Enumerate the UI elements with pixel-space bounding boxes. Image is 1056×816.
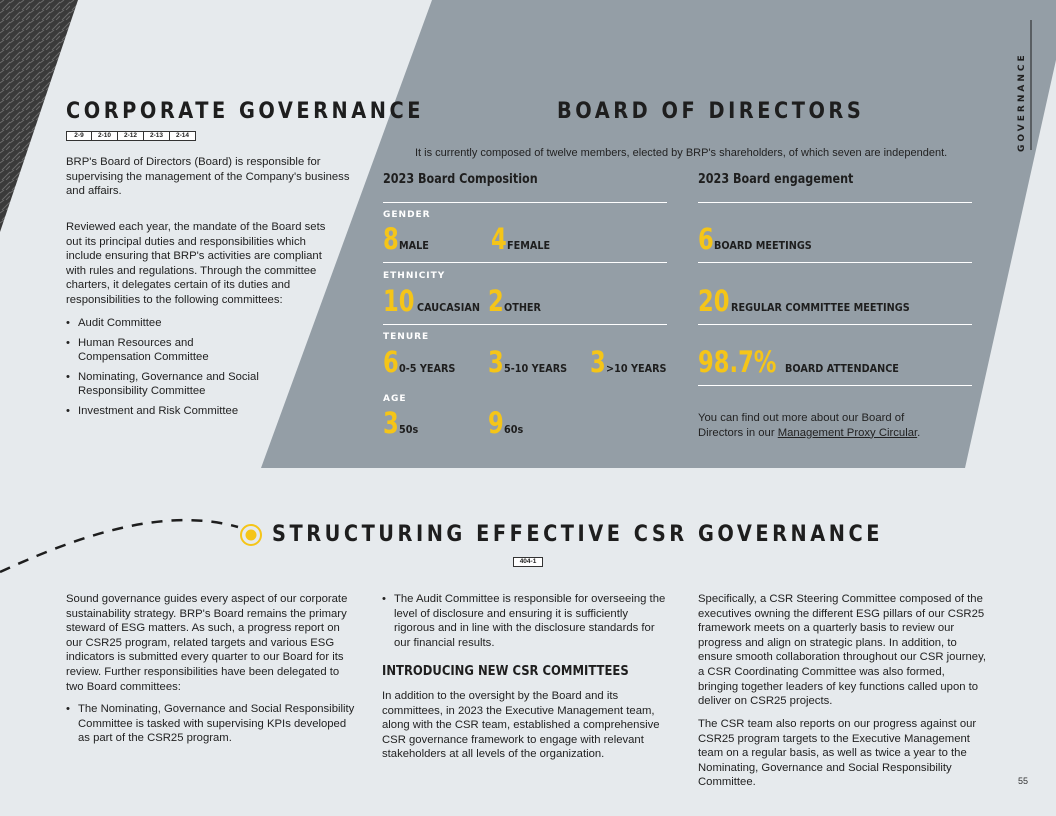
csr-col3-paragraph-1: Specifically, a CSR Steering Committee composed of the executives owning the different ESG pillars of our CSR25 framework meets on a quarterly basis to review our progress and align on strategic plans. In addition, to ensure smooth collaboration throughout our CSR journey, a CSR Coordinating Committee was also formed, bringing together leaders of key functions called upon to deliver on CSR25 projects. <box>698 593 987 708</box>
list-item: • The Audit Committee is responsible for overseeing the level of disclosure and ensuring it is sufficiently rigorous and in line with the disclosure standards for our financial results. <box>382 592 667 650</box>
target-icon-inner <box>246 530 257 541</box>
stat-caucasian <box>383 284 489 318</box>
divider <box>698 262 972 263</box>
list-item: • The Nominating, Governance and Social Responsibility Committee is tasked with supervising KPIs developed as part of the CSR25 program. <box>66 702 361 746</box>
composition-title: 2023 Board Composition <box>383 172 538 187</box>
ethnicity-label: ETHNICITY <box>383 271 446 281</box>
stat-label: 60s <box>504 423 524 436</box>
stat-label: OTHER <box>504 301 542 314</box>
engagement-title: 2023 Board engagement <box>698 172 854 187</box>
stat-label: FEMALE <box>507 239 551 252</box>
gri-tags <box>66 131 196 141</box>
stat-number: 9 <box>488 406 504 440</box>
stat-male <box>383 222 433 256</box>
divider <box>383 202 667 203</box>
gri-tag: 2-9 <box>66 131 92 141</box>
board-title: BOARD OF DIRECTORS <box>557 99 865 124</box>
side-tab <box>1017 52 1027 152</box>
stat-age-60s <box>488 406 526 440</box>
csr-col1-bullets <box>66 702 361 751</box>
csr-committees-heading: INTRODUCING NEW CSR COMMITTEES <box>382 663 629 679</box>
more-info-prefix: You can find out more about our Board of Directors in our <box>698 412 905 439</box>
stat-label: MALE <box>399 239 430 252</box>
stat-female <box>491 222 556 256</box>
cg-paragraph-1: BRP's Board of Directors (Board) is responsible for supervising the management of the Company's business and affairs. <box>66 156 350 198</box>
stat-label: BOARD MEETINGS <box>714 239 812 252</box>
stat-number: 98.7% <box>698 345 777 379</box>
stat-label: REGULAR COMMITTEE MEETINGS <box>731 301 911 314</box>
csr-title: STRUCTURING EFFECTIVE CSR GOVERNANCE <box>272 522 883 547</box>
gri-tag: 2-10 <box>92 131 118 141</box>
divider <box>383 262 667 263</box>
stat-number: 8 <box>383 222 399 256</box>
stat-number: 4 <box>491 222 507 256</box>
stat-number: 10 <box>383 284 415 318</box>
stat-tenure-0-5 <box>383 345 463 379</box>
stat-label: BOARD ATTENDANCE <box>784 362 899 375</box>
dashed-path <box>0 520 238 572</box>
list-item: • Human Resources and Compensation Committee <box>66 336 216 365</box>
proxy-circular-link[interactable]: Management Proxy Circular <box>777 426 918 439</box>
stat-number: 20 <box>698 284 730 318</box>
stat-number: 3 <box>383 406 399 440</box>
board-intro: It is currently composed of twelve members, elected by BRP's shareholders, of which seven are independent. <box>415 147 948 159</box>
stat-number: 6 <box>383 345 399 379</box>
committee-list <box>66 316 291 424</box>
tenure-label: TENURE <box>383 332 430 342</box>
board-panel <box>261 0 1056 468</box>
cg-paragraph-2: Reviewed each year, the mandate of the Board sets out its principal duties and responsibilities which include ensuring that BRP's activities are compliant with rules and regulations. Through the committee charters, it delegates certain of its duties and responsibilities to the following committees: <box>66 221 326 306</box>
stat-number: 2 <box>488 284 504 318</box>
divider <box>698 385 972 386</box>
stat-board-meetings <box>698 222 825 256</box>
stat-number: 6 <box>698 222 714 256</box>
stat-label: 5-10 YEARS <box>504 362 568 375</box>
more-info-text <box>698 411 948 440</box>
divider <box>698 324 972 325</box>
list-item: • Nominating, Governance and Social Responsibility Committee <box>66 370 291 399</box>
stat-number: 3 <box>488 345 504 379</box>
gri-tag: 2-13 <box>144 131 170 141</box>
list-item: • Audit Committee <box>66 316 291 331</box>
stat-label: >10 YEARS <box>606 362 667 375</box>
gri-tag: 404-1 <box>513 557 543 567</box>
stat-age-50s <box>383 406 421 440</box>
csr-col2-bullets <box>382 592 667 655</box>
gri-tag: 2-14 <box>170 131 196 141</box>
divider <box>383 324 667 325</box>
stat-label: 0-5 YEARS <box>399 362 456 375</box>
csr-col3-paragraph-2: The CSR team also reports on our progress against our CSR25 program targets to the Executive Management team on a regular basis, as well as twice a year to the Nominating, Governance and Social Responsibility Committee. <box>698 718 977 789</box>
gender-label: GENDER <box>383 210 431 220</box>
divider <box>698 202 972 203</box>
gri-tags <box>513 557 543 567</box>
gri-tag: 2-12 <box>118 131 144 141</box>
stat-tenure-10-plus <box>590 345 675 379</box>
stat-number: 3 <box>590 345 606 379</box>
stat-attendance <box>698 345 914 379</box>
age-label: AGE <box>383 394 407 404</box>
page-number: 55 <box>1018 776 1029 786</box>
stat-committee-meetings <box>698 284 934 318</box>
side-tab-label: GOVERNANCE <box>1017 52 1027 152</box>
list-item: • Investment and Risk Committee <box>66 404 291 419</box>
csr-col1-paragraph: Sound governance guides every aspect of our corporate sustainability strategy. BRP's Board remains the primary steward of ESG matters. As such, a progress report on our CSR25 program, related targets and various ESG indicators is submitted every quarter to our Board for its review. Further responsibilities have been delegated to two Board committees: <box>66 593 348 693</box>
stat-tenure-5-10 <box>488 345 576 379</box>
stat-label: CAUCASIAN <box>417 301 481 314</box>
stat-label: 50s <box>399 423 419 436</box>
csr-col2-paragraph: In addition to the oversight by the Board and its committees, in 2023 the Executive Management team, along with the CSR team, established a comprehensive CSR governance framework to engage with relevant stakeholders at all levels of the organization. <box>382 690 660 761</box>
corporate-governance-title: CORPORATE GOVERNANCE <box>66 99 424 124</box>
more-info-end: . <box>917 426 921 439</box>
stat-other <box>488 284 546 318</box>
